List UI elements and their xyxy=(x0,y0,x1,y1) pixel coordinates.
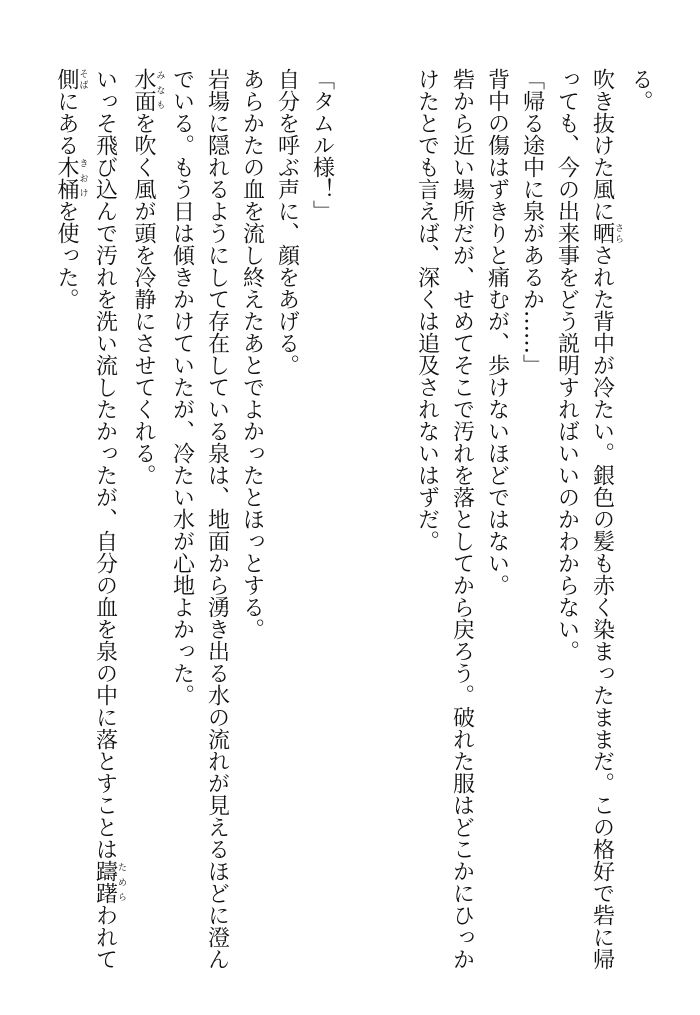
blank-line xyxy=(340,68,375,968)
text-line-13: 岩場に隠れるようにして存在している泉は、地面から湧き出る水の流れが見えるほどに澄ん xyxy=(204,68,230,970)
text-line-11: 自分を呼ぶ声に、顔をあげる。 xyxy=(274,68,300,376)
text-line-15 xyxy=(126,68,165,968)
vertical-text-body xyxy=(49,68,658,968)
ruby-reading: きおけ xyxy=(77,156,88,200)
ruby-base: 躊躇 xyxy=(92,860,118,904)
text-line-6: 砦から近い場所だが、せめてそこで汚れを落としてから戻ろう。破れた服はどこかにひっか xyxy=(449,68,475,970)
ruby-kioke xyxy=(54,156,88,200)
text-line-4: 「帰る途中に泉があるか……」 xyxy=(519,68,545,376)
ruby-soba xyxy=(54,68,88,90)
text-line-1: る。 xyxy=(628,68,653,112)
ruby-base: 側 xyxy=(54,68,79,90)
ruby-base: 水面 xyxy=(131,68,156,112)
text-line-2 xyxy=(585,68,624,968)
text-line-16 xyxy=(88,68,127,968)
text-line-5: 背中の傷はずきりと痛むが、歩けないほどではない。 xyxy=(484,68,510,596)
text-line-10: 「タムル様！」 xyxy=(309,68,335,222)
text-segment: いっそ飛び込んで汚れを洗い流したかったが、自分の血を泉の中に落とすことは xyxy=(92,68,118,860)
ruby-sara xyxy=(589,222,623,244)
text-line-17 xyxy=(49,68,88,968)
ruby-reading: みなも xyxy=(154,68,165,112)
text-line-12: あらかたの血を流し終えたあとでよかったとほっとする。 xyxy=(239,68,265,640)
ruby-base: 晒 xyxy=(589,222,615,244)
text-segment: 吹き抜けた風に xyxy=(589,68,615,222)
text-segment: を吹く風が頭を冷静にさせてくれる。 xyxy=(131,112,156,486)
ruby-minamo xyxy=(131,68,165,112)
ruby-tamera xyxy=(92,860,126,904)
text-line-7: けたとでも言えば、深くは追及されないはずだ。 xyxy=(414,68,440,552)
text-segment: にある xyxy=(54,90,79,156)
ruby-reading: ためら xyxy=(116,860,126,904)
text-segment: を使った。 xyxy=(54,200,79,310)
text-segment: された背中が冷たい。銀色の髪も赤く染まったままだ。この格好で砦に帰 xyxy=(589,244,615,970)
ruby-reading: さら xyxy=(613,222,623,244)
ruby-reading: そば xyxy=(77,68,88,90)
text-line-3: っても、今の出来事をどう説明すればいいのかわからない。 xyxy=(554,68,580,662)
ruby-base: 木桶 xyxy=(54,156,79,200)
blank-line xyxy=(375,68,410,968)
text-segment: われて xyxy=(92,904,118,970)
text-line-14: でいる。もう日は傾きかけていたが、冷たい水が心地よかった。 xyxy=(169,68,195,706)
